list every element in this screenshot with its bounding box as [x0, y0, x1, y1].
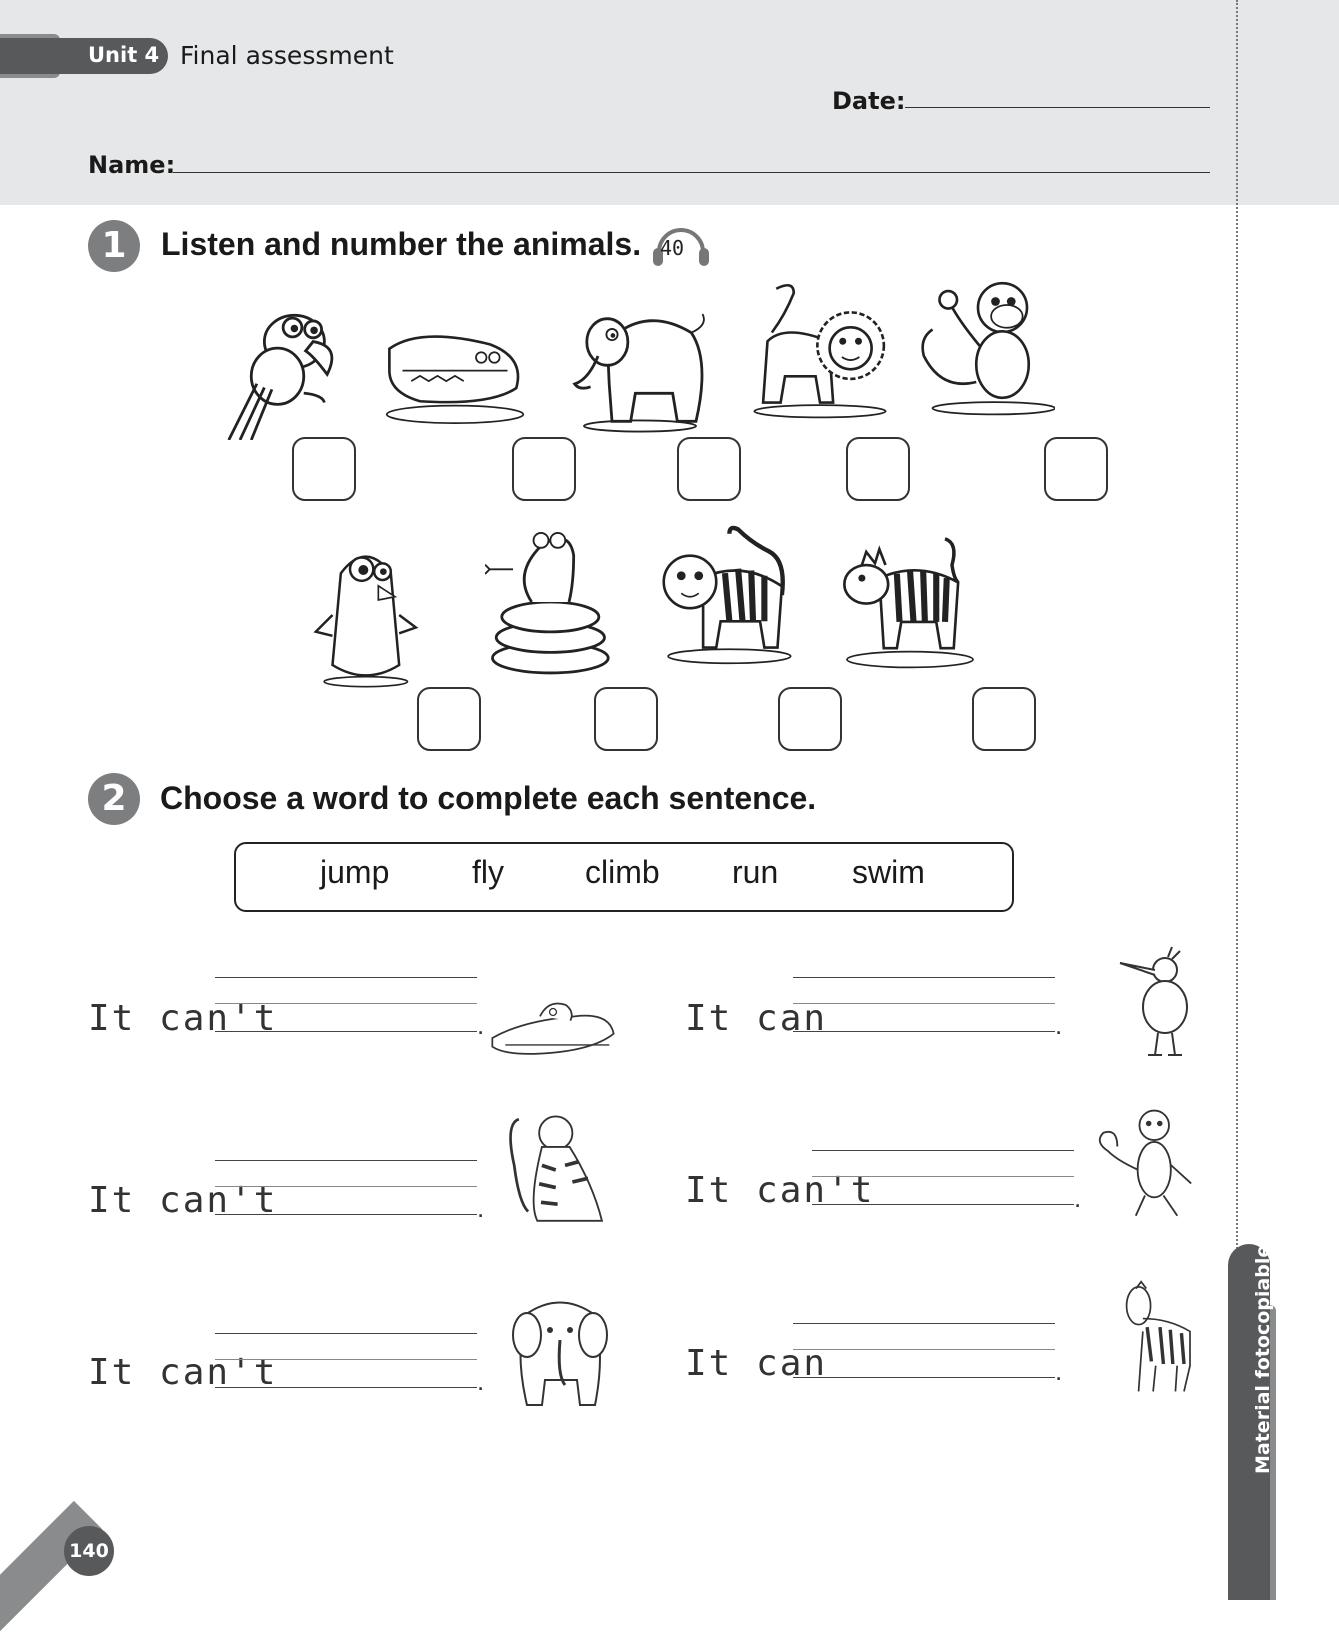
elephant-icon [495, 1295, 625, 1415]
writing-line [215, 977, 477, 978]
lion-icon [750, 275, 890, 425]
sentence-1-answer-field[interactable] [215, 1031, 477, 1032]
sentence-2-answer-field[interactable] [793, 1031, 1055, 1032]
date-field[interactable] [905, 107, 1210, 108]
bird-icon [1090, 945, 1220, 1065]
snake-icon [485, 527, 625, 677]
parrot-icon [215, 290, 355, 440]
answer-box-tiger[interactable] [778, 687, 842, 751]
writing-line [215, 1333, 477, 1334]
writing-line [793, 1323, 1055, 1324]
word-bank-item: fly [472, 854, 504, 890]
answer-box-parrot[interactable] [292, 437, 356, 501]
sentence-5-period: . [477, 1366, 485, 1396]
tiger-icon [500, 1110, 630, 1230]
zebra-icon [1095, 1280, 1225, 1400]
name-label: Name: [88, 151, 176, 179]
exercise-2-number: 2 [88, 773, 140, 825]
crocodile-icon [385, 300, 525, 450]
monkey-icon [915, 272, 1055, 422]
date-label: Date: [832, 87, 906, 115]
writing-line [215, 1160, 477, 1161]
answer-box-lion[interactable] [846, 437, 910, 501]
sentence-3-period: . [477, 1193, 485, 1223]
page-title: Final assessment [180, 41, 394, 70]
sentence-6-answer-field[interactable] [793, 1377, 1055, 1378]
sentence-4-period: . [1074, 1183, 1082, 1213]
sentence-1-text: It can't [88, 998, 278, 1039]
sentence-6-period: . [1055, 1356, 1063, 1386]
audio-track-number: 40 [660, 236, 685, 260]
answer-box-penguin[interactable] [417, 687, 481, 751]
side-tab-label: Material fotocopiable [1252, 1244, 1274, 1474]
sentence-1-period: . [477, 1010, 485, 1040]
exercise-1-number: 1 [88, 220, 140, 272]
unit-label: Unit 4 [88, 43, 160, 67]
tiger-icon [655, 520, 795, 670]
monkey-icon [1080, 1105, 1210, 1225]
exercise-1-instruction: Listen and number the animals. [161, 226, 642, 262]
sentence-2-period: . [1055, 1010, 1063, 1040]
writing-line [215, 1359, 477, 1360]
answer-box-crocodile[interactable] [512, 437, 576, 501]
sentence-5-text: It can't [88, 1352, 278, 1393]
word-bank-item: climb [585, 854, 660, 890]
penguin-icon [300, 540, 440, 690]
writing-line [812, 1150, 1074, 1151]
sentence-4-answer-field[interactable] [812, 1204, 1074, 1205]
writing-line [215, 1186, 477, 1187]
header-band [0, 0, 1339, 205]
page-number: 140 [69, 1540, 109, 1562]
writing-line [793, 977, 1055, 978]
answer-box-monkey[interactable] [1044, 437, 1108, 501]
crocodile-icon [488, 965, 618, 1085]
word-bank-item: run [732, 854, 779, 890]
sentence-5-answer-field[interactable] [215, 1387, 477, 1388]
sentence-3-answer-field[interactable] [215, 1214, 477, 1215]
sentence-6-text: It can [685, 1343, 828, 1384]
word-bank-item: jump [320, 854, 390, 890]
writing-line [793, 1003, 1055, 1004]
sentence-3-text: It can't [88, 1180, 278, 1221]
writing-line [215, 1003, 477, 1004]
exercise-2-instruction: Choose a word to complete each sentence. [160, 780, 817, 816]
answer-box-snake[interactable] [594, 687, 658, 751]
writing-line [812, 1176, 1074, 1177]
name-field[interactable] [173, 172, 1210, 173]
elephant-icon [570, 295, 710, 445]
answer-box-zebra[interactable] [972, 687, 1036, 751]
answer-box-elephant[interactable] [677, 437, 741, 501]
writing-line [793, 1349, 1055, 1350]
sentence-2-text: It can [685, 998, 828, 1039]
sentence-4-text: It can't [685, 1170, 875, 1211]
word-bank-item: swim [852, 854, 925, 890]
zebra-icon [840, 525, 980, 675]
